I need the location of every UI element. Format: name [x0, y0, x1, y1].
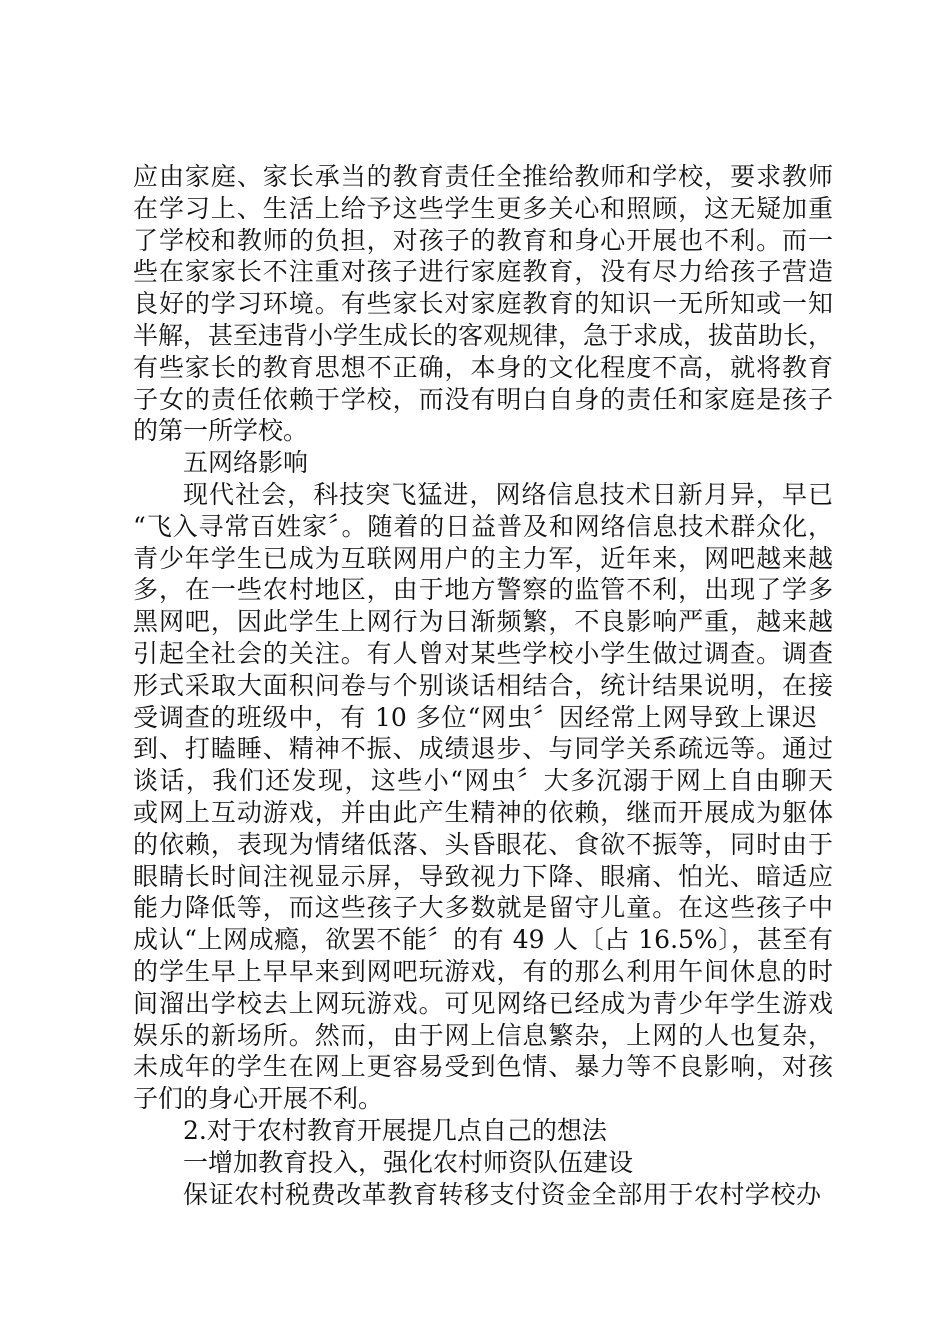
section-heading: 一增加教育投入，强化农村师资队伍建设	[183, 1147, 634, 1177]
paragraph-line: 的学生早上早早来到网吧玩游戏，有的那么利用午间休息的时	[133, 956, 833, 986]
paragraph-line: 或网上互动游戏，并由此产生精神的依赖，继而开展成为躯体	[133, 797, 833, 827]
section-heading: 五网络影响	[183, 448, 309, 478]
paragraph-line: 成认“上网成瘾，欲罢不能〞的有 49 人〔占 16.5%〕，甚至有	[133, 925, 833, 955]
paragraph-line: 形式采取大面积问卷与个别谈话相结合，统计结果说明，在接	[133, 670, 833, 700]
paragraph-line: 谈话，我们还发现，这些小“网虫〞大多沉溺于网上自由聊天	[133, 766, 833, 796]
paragraph-line: 应由家庭、家长承当的教育责任全推给教师和学校，要求教师	[133, 162, 833, 191]
paragraph-line: 现代社会，科技突飞猛进，网络信息技术日新月异，早已	[183, 479, 833, 509]
paragraph-line: 在学习上、生活上给予这些学生更多关心和照顾，这无疑加重	[133, 193, 833, 223]
paragraph-line: 的第一所学校。	[133, 416, 309, 446]
paragraph-line: 未成年的学生在网上更容易受到色情、暴力等不良影响，对孩	[133, 1052, 833, 1082]
paragraph-line: 黑网吧，因此学生上网行为日渐频繁，不良影响严重，越来越	[133, 607, 833, 637]
paragraph-line: 半解，甚至违背小学生成长的客观规律，急于求成，拔苗助长，	[133, 320, 834, 350]
paragraph-line: 青少年学生已成为互联网用户的主力军，近年来，网吧越来越	[133, 543, 833, 573]
paragraph-line: 良好的学习环境。有些家长对家庭教育的知识一无所知或一知	[133, 289, 833, 319]
paragraph-line: 保证农村税费改革教育转移支付资金全部用于农村学校办	[183, 1179, 821, 1209]
paragraph-line: 子们的身心开展不利。	[133, 1084, 384, 1114]
paragraph-line: 眼睛长时间注视显示屏，导致视力下降、眼痛、怕光、暗适应	[133, 861, 833, 891]
paragraph-line: 多，在一些农村地区，由于地方警察的监管不利，出现了学多	[133, 575, 833, 605]
paragraph-line: 了学校和教师的负担，对孩子的教育和身心开展也不利。而一	[133, 225, 833, 255]
paragraph-line: 引起全社会的关注。有人曾对某些学校小学生做过调查。调查	[133, 638, 833, 668]
paragraph-line: 受调查的班级中，有 10 多位“网虫〞因经常上网导致上课迟	[133, 702, 817, 732]
paragraph-line: 的依赖，表现为情绪低落、头昏眼花、食欲不振等，同时由于	[133, 829, 833, 859]
paragraph-line: 能力降低等，而这些孩子大多数就是留守儿童。在这些孩子中	[133, 893, 833, 923]
paragraph-line: 有些家长的教育思想不正确，本身的文化程度不高，就将教育	[133, 352, 833, 382]
paragraph-line: “飞入寻常百姓家〞。随着的日益普及和网络信息技术群众化，	[133, 511, 833, 541]
paragraph-line: 些在家家长不注重对孩子进行家庭教育，没有尽力给孩子营造	[133, 257, 833, 287]
paragraph-line: 子女的责任依赖于学校，而没有明白自身的责任和家庭是孩子	[133, 384, 833, 414]
document-body	[133, 161, 833, 1210]
paragraph-line: 到、打瞌睡、精神不振、成绩退步、与同学关系疏远等。通过	[133, 734, 833, 764]
paragraph-line: 间溜出学校去上网玩游戏。可见网络已经成为青少年学生游戏	[133, 988, 833, 1018]
paragraph-line: 娱乐的新场所。然而，由于网上信息繁杂，上网的人也复杂，	[133, 1020, 833, 1050]
section-heading: 2.对于农村教育开展提几点自己的想法	[183, 1115, 607, 1145]
